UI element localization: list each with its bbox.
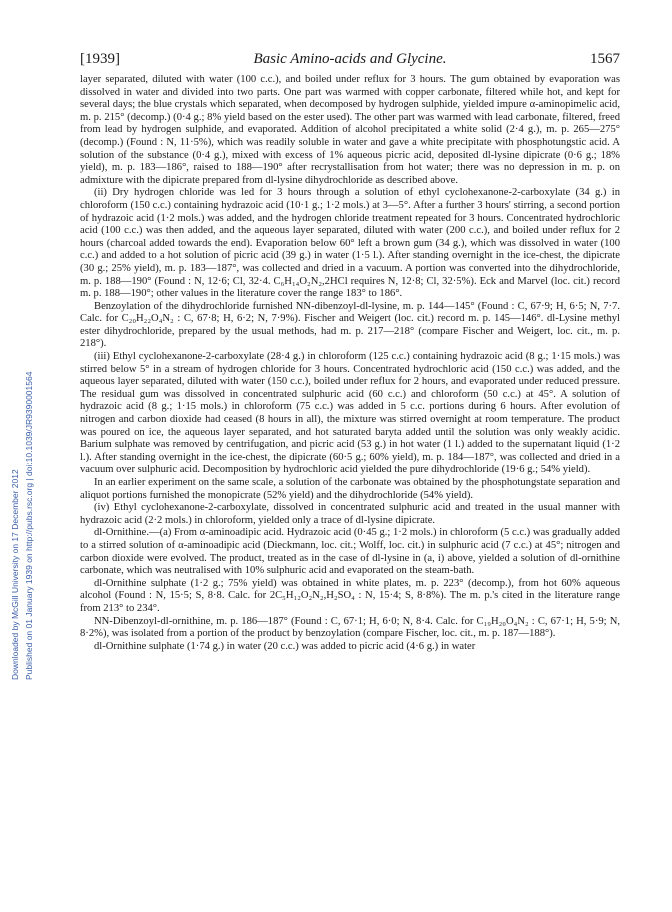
download-notice-line[interactable]: Downloaded by McGill University on 17 December 2012: [10, 469, 20, 680]
paragraph-method-iv: (iv) Ethyl cyclohexanone-2-carboxylate, dissolved in concentrated sulphuric acid and treated in the usual manner with hydrazoic acid (2·2 mols.) in chloroform, yielded only a trace of dl-lysine dipicrate.: [80, 502, 620, 526]
paragraph-ornithine-sulphate: dl-Ornithine sulphate (1·2 g.; 75% yield) was obtained in white plates, m. p. 223° (decomp.), from hot 60% aqueous alcohol (Found : N, 15·5; S, 8·8. Calc. for 2C₅H₁₂O₂N₂,H₂SO₄ : N, 15·4; S, 8·8%). The m. p.'s cited in the literature range from 213° to 234°.: [80, 577, 620, 614]
paragraph-method-ii: (ii) Dry hydrogen chloride was led for 3 hours through a solution of ethyl cyclohexanone-2-carboxylate (34 g.) in chloroform (150 c.c.) containing hydrazoic acid (10·1 g.; 1·2 mols.) at 3—5°. After a further 3 hours' stirring, a second portion of hydrazoic acid (1·2 mols.) was added, and the hydrogen chloride treatment repeated for 3 hours. Concentrated hydrochloric acid (100 c.c.) was then added, and the aqueous layer separated, diluted with water (200 c.c.), and boiled under reflux for 2 hours (charcoal added towards the end). Evaporation below 60° left a brown gum (34 g.), which was dissolved in water (100 c.c.) and added to a hot solution of picric acid (39 g.) in water (1·5 l.). After standing overnight in the ice-chest, the dipicrate (30 g.; 25% yield), m. p. 183—187°, was collected and dried in a vacuum. A portion was converted into the dihydrochloride, m. p. 188—190° (Found : N, 12·6; Cl, 32·4. C₆H₁₄O₂N₂,2HCl requires N, 12·8; Cl, 32·5%). Eck and Marvel (loc. cit.) record m. p. 188—190°; other values in the literature cover the range 183° to 186°.: [80, 187, 620, 300]
running-header: [80, 50, 620, 68]
header-page-number: 1567: [590, 51, 620, 67]
publication-notice-line[interactable]: Published on 01 January 1939 on http://pubs.rsc.org | doi:10.1039/JR9390001564: [24, 371, 34, 680]
paragraph-earlier-experiment: In an earlier experiment on the same scale, a solution of the carbonate was obtained by the phosphotungstate separation and aliquot portions furnished the monopicrate (52% yield) and the dihydrochloride (54% yield).: [80, 477, 620, 501]
paragraph-method-iii: (iii) Ethyl cyclohexanone-2-carboxylate (28·4 g.) in chloroform (125 c.c.) containing hydrazoic acid (8 g.; 1·15 mols.) was stirred below 5° in a stream of hydrogen chloride for 3 hours. Concentrated hydrochloric acid (150 c.c.) was added, and the aqueous layer separated, diluted with water (150 c.c.), boiled under reflux for 2 hours, and evaporated under reduced pressure. The residual gum was dissolved in concentrated sulphuric acid (60 c.c.) and chloroform (50 c.c.) at 45°. A solution of hydrazoic acid (8 g.; 1·15 mols.) in chloroform (75 c.c.) was added in 5 c.c. portions during 6 hours. After evolution of nitrogen and carbon dioxide had ceased (8 hours in all), the mixture was stirred overnight at room temperature. The product was poured on ice, the aqueous layer separated, and hot saturated baryta added until the solution was only weakly acidic. Barium sulphate was removed by centrifugation, and picric acid (53 g.) in hot water (1 l.) added to the supernatant liquid (1·2 l.). After standing overnight in the ice-chest, the dipicrate (60·5 g.; 60% yield), m. p. 184—187°, was collected and dried in a vacuum over sulphuric acid. Decomposition by hydrochloric acid yielded the pure dihydrochloride (19·6 g.; 54% yield).: [80, 351, 620, 476]
paragraph-ornithine-picrate: dl-Ornithine sulphate (1·74 g.) in water (20 c.c.) was added to picric acid (4·6 g.) in water: [94, 640, 476, 652]
paragraph-continuation: layer separated, diluted with water (100 c.c.), and boiled under reflux for 3 hours. The gum obtained by evaporation was dissolved in water and divided into two parts. One part was warmed with copper carbonate, filtered while hot, and kept for several days; the blue crystals which separated, when decomposed by hydrogen sulphide, yielded impure α-aminopimelic acid, m. p. 215° (decomp.) (0·4 g.; 8% yield based on the ester used). The other part was warmed with lead carbonate, filtered, freed from lead by hydrogen sulphide, and evaporated. Addition of alcohol precipitated a white solid (2·4 g.), m. p. 265—275° (decomp.) (Found : N, 11·5%), which was readily soluble in water and gave a white precipitate with phosphotungstic acid. A solution of the substance (0·4 g.), mixed with excess of 1% aqueous picric acid, deposited dl-lysine dipicrate (0·6 g.; 18% yield), m. p. 183—186°, raised to 188—190° after recrystallisation from hot water; there was no depression in m. p. on admixture with the dipicrate prepared from dl-lysine dihydrochloride as described above.: [80, 74, 620, 186]
header-year: [1939]: [80, 51, 120, 67]
header-title: Basic Amino-acids and Glycine.: [253, 51, 447, 67]
paragraph-dibenzoyl-ornithine: NN-Dibenzoyl-dl-ornithine, m. p. 186—187° (Found : C, 67·1; H, 6·0; N, 8·4. Calc. for C₁₉H₂₀O₄N₂ : C, 67·1; H, 5·9; N, 8·2%), was isolated from a portion of the product by benzoylation (compare Fischer, loc. cit., m. p. 187—188°).: [80, 615, 620, 640]
paragraph-ornithine-a: dl-Ornithine.—(a) From α-aminoadipic acid. Hydrazoic acid (0·45 g.; 1·2 mols.) in chloroform (5 c.c.) was gradually added to a stirred solution of α-aminoadipic acid (Dieckmann, loc. cit.; Wolff, loc. cit.) in sulphuric acid (7 c.c.) at 45°; nitrogen and carbon dioxide were evolved. The product, treated as in the case of dl-lysine in (a, i) above, yielded a solution of dl-ornithine carbonate, which was neutralised with 10% sulphuric acid and evaporated on the steam-bath.: [80, 527, 620, 577]
download-notice-sidebar: [8, 140, 38, 680]
article-body: [80, 74, 620, 653]
paragraph-benzoylation: Benzoylation of the dihydrochloride furnished NN-dibenzoyl-dl-lysine, m. p. 144—145° (Found : C, 67·9; H, 6·5; N, 7·7. Calc. for C₂₀H₂₂O₄N₂ : C, 67·8; H, 6·2; N, 7·9%). Fischer and Weigert (loc. cit.) record m. p. 145—146°. dl-Lysine methyl ester dihydrochloride, prepared by the usual methods, had m. p. 217—218° (compare Fischer and Weigert, loc. cit., m. p. 218°).: [80, 300, 620, 350]
